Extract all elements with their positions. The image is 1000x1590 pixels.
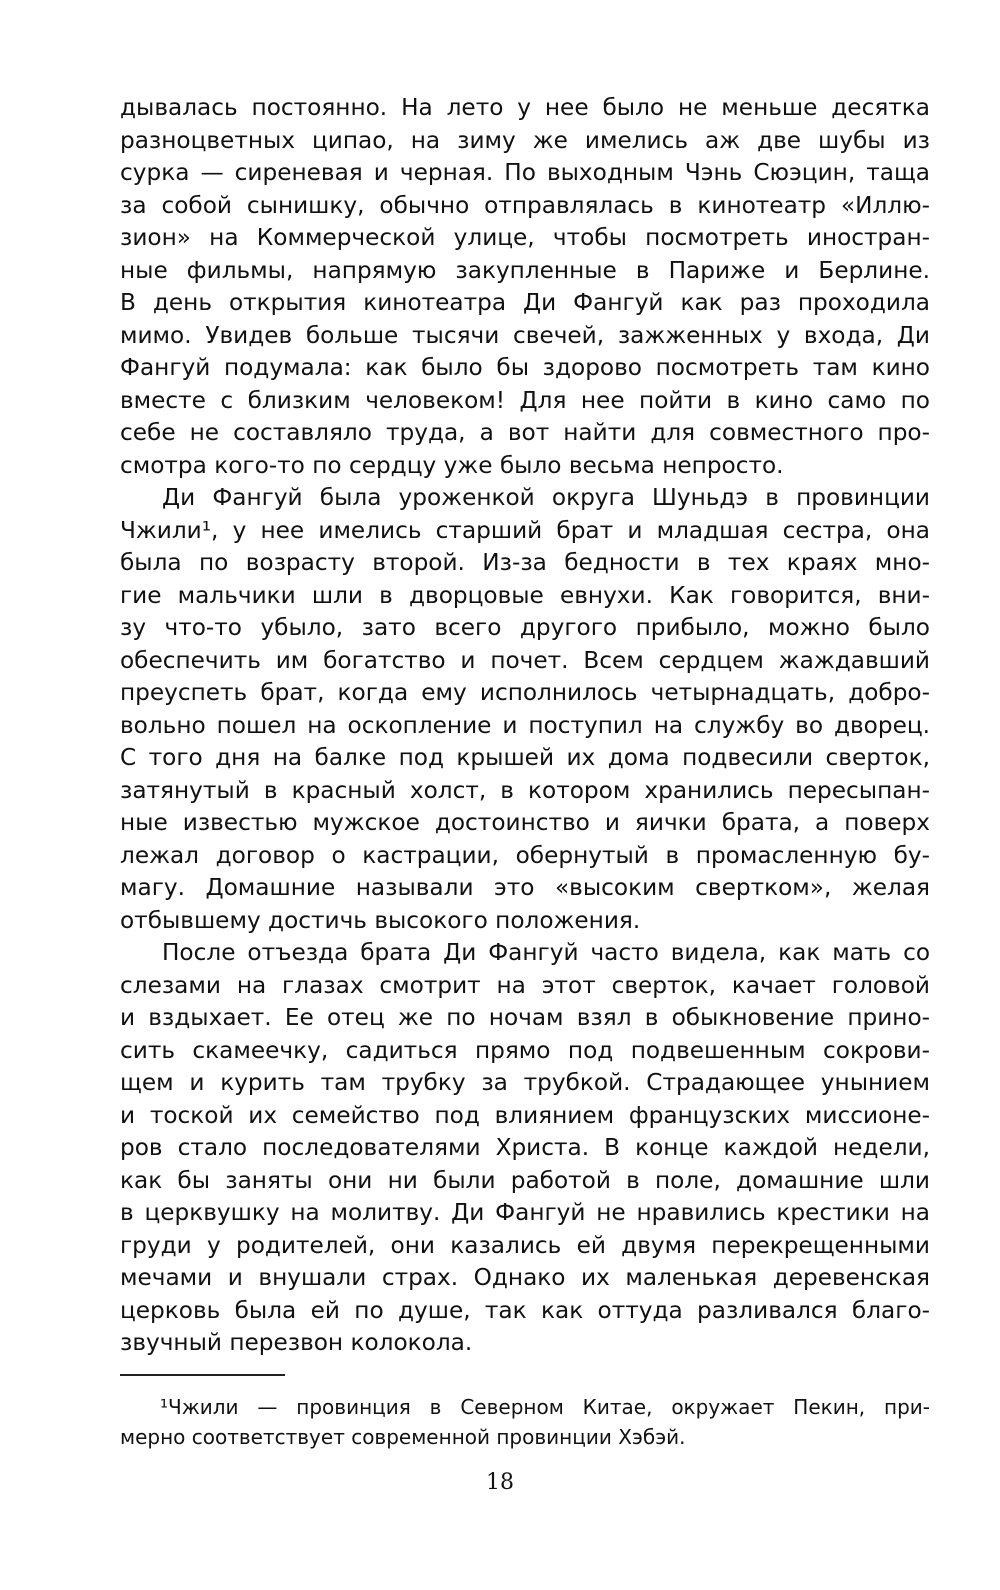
text-line: смотра кого-то по сердцу уже было весьма непросто. [120, 451, 784, 479]
text-line: магу. Домашние называли это «высоким свертком», желая [120, 874, 930, 901]
text-line: Чжили¹, у нее имелись старший брат и младшая сестра, она [120, 516, 930, 544]
paragraph-2 [120, 482, 930, 937]
page-number: 18 [486, 1470, 514, 1495]
text-line: зу что-то убыло, зато всего другого прибыло, можно было [120, 614, 930, 641]
text-line: щем и курить там трубку за трубкой. Страдающее унынием [120, 1069, 930, 1096]
text-line: сурка — сиреневая и черная. По выходным Чэнь Сюэцин, таща [120, 159, 930, 186]
text-line: дывалась постоянно. На лето у нее было не меньше десятка [120, 94, 930, 121]
footnote-line: ¹Чжили — провинция в Северном Китае, окружает Пекин, при- [160, 1395, 930, 1419]
text-line: церковь была ей по душе, так как оттуда разливался благо- [120, 1296, 930, 1324]
text-line: вольно пошел на оскопление и поступил на службу во дворец. [120, 711, 930, 739]
text-line: ные фильмы, напрямую закупленные в Париже и Берлине. [120, 256, 930, 284]
text-line: Фангуй подумала: как было бы здорово посмотреть там кино [120, 354, 930, 381]
text-line: гие мальчики шли в дворцовые евнухи. Как говорится, вни- [120, 581, 930, 609]
footnote [120, 1392, 930, 1452]
text-line: С того дня на балке под крышей их дома подвесили сверток, [120, 744, 930, 771]
text-line: вместе с близким человеком! Для нее пойти в кино само по [120, 386, 930, 414]
text-line: зион» на Коммерческой улице, чтобы посмотреть иностран- [120, 224, 930, 251]
text-line: Ди Фангуй была уроженкой округа Шуньдэ в провинции [162, 484, 930, 511]
text-line: звучный перезвон колокола. [120, 1329, 473, 1356]
text-line: После отъезда брата Ди Фангуй часто видела, как мать со [162, 939, 930, 966]
text-line: и тоской их семейство под влиянием французских миссионе- [120, 1101, 930, 1129]
text-line: в церквушку на молитву. Ди Фангуй не нравились крестики на [120, 1199, 930, 1226]
text-line: обеспечить им богатство и почет. Всем сердцем жаждавший [120, 646, 930, 674]
text-line: преуспеть брат, когда ему исполнилось четырнадцать, добро- [120, 679, 930, 706]
text-line: была по возрасту второй. Из-за бедности в тех краях мно- [120, 549, 930, 576]
text-line: затянутый в красный холст, в котором хранились пересыпан- [120, 776, 930, 804]
text-line: лежал договор о кастрации, обернутый в промасленную бу- [120, 841, 930, 869]
text-line: как бы заняты они ни были работой в поле, домашние шли [120, 1166, 930, 1194]
text-line: за собой сынишку, обычно отправлялась в кинотеатр «Иллю- [120, 191, 930, 219]
text-line: мимо. Увидев больше тысячи свечей, зажженных у входа, Ди [120, 321, 930, 349]
page-body [120, 92, 930, 1360]
text-line: и вздыхает. Ее отец же по ночам взял в обыкновение прино- [120, 1004, 930, 1031]
text-line: ные известью мужское достоинство и яички брата, а поверх [120, 809, 930, 836]
text-line: слезами на глазах смотрит на этот сверток, качает головой [120, 971, 930, 999]
text-line: сить скамеечку, садиться прямо под подвешенным сокрови- [120, 1036, 930, 1064]
text-line: разноцветных ципао, на зиму же имелись аж две шубы из [120, 126, 930, 154]
text-line: себе не составляло труда, а вот найти для совместного про- [120, 419, 930, 446]
text-line: отбывшему достичь высокого положения. [120, 906, 641, 934]
text-line: В день открытия кинотеатра Ди Фангуй как раз проходила [120, 289, 930, 316]
text-line: ров стало последователями Христа. В конце каждой недели, [120, 1134, 930, 1161]
footnote-divider [120, 1374, 285, 1376]
text-line: груди у родителей, они казались ей двумя перекрещенными [120, 1231, 930, 1259]
text-line: мечами и внушали страх. Однако их маленькая деревенская [120, 1264, 930, 1291]
paragraph-3 [120, 937, 930, 1360]
footnote-line: мерно соответствует современной провинции Хэбэй. [120, 1425, 686, 1449]
paragraph-1 [120, 92, 930, 482]
